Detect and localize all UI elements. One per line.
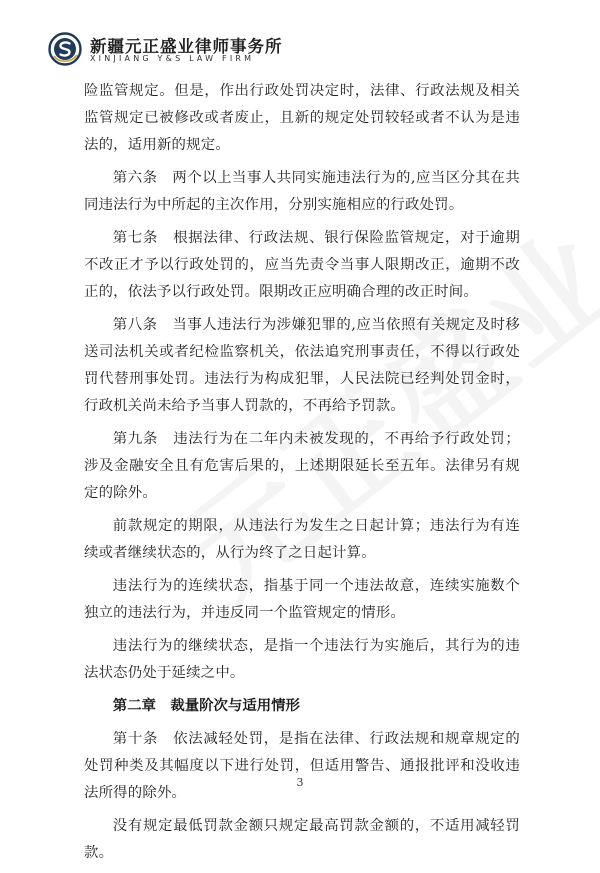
chapter-heading: 第二章 裁量阶次与适用情形 [112,698,300,714]
page-number: 3 [296,776,304,789]
article-9-clause-4: 违法行为的继续状态，是指一个违法行为实施后，其行为的违法状态仍处于延续之中。 [84,638,520,681]
page-header [48,30,468,70]
document-body [84,78,520,873]
article-10-clause-2: 没有规定最低罚款金额只规定最高罚款金额的，不适用减轻罚款。 [84,818,520,861]
firm-logo-icon [48,32,82,66]
article-10: 第十条 依法减轻处罚，是指在法律、行政法规和规章规定的处罚种类及其幅度以下进行处罚，但适用警告、通报批评和没收违法所得的除外。 [84,731,520,801]
firm-name-english: XINJIANG Y&S LAW FIRM [90,54,255,63]
article-9-clause-2: 前款规定的期限，从违法行为发生之日起计算；违法行为有连续或者继续状态的，从行为终了之日起计算。 [84,518,520,561]
article-9-clause-3: 违法行为的连续状态，指基于同一个违法故意，连续实施数个独立的违法行为，并违反同一个监管规定的情形。 [84,578,520,621]
firm-name-chinese: 新疆元正盛业律师事务所 [90,37,283,56]
article-7: 第七条 根据法律、行政法规、银行保险监管规定，对于逾期不改正才予以行政处罚的，应当先责令当事人限期改正，逾期不改正的，依法予以行政处罚。限期改正应明确合理的改正时间。 [84,230,520,300]
article-6: 第六条 两个以上当事人共同实施违法行为的,应当区分其在共同违法行为中所起的主次作用，分别实施相应的行政处罚。 [84,170,520,213]
paragraph-continued: 险监管规定。但是，作出行政处罚决定时，法律、行政法规及相关监管规定已被修改或者废止，且新的规定处罚较轻或者不认为是违法的，适用新的规定。 [84,83,520,153]
article-8: 第八条 当事人违法行为涉嫌犯罪的,应当依照有关规定及时移送司法机关或者纪检监察机关，依法追究刑事责任，不得以行政处罚代替刑事处罚。违法行为构成犯罪，人民法院已经判处罚金时，行政机关尚未给予当事人罚款的，不再给予罚款。 [84,317,520,414]
article-9: 第九条 违法行为在二年内未被发现的，不再给予行政处罚；涉及金融安全且有危害后果的，上述期限延长至五年。法律另有规定的除外。 [84,431,520,501]
